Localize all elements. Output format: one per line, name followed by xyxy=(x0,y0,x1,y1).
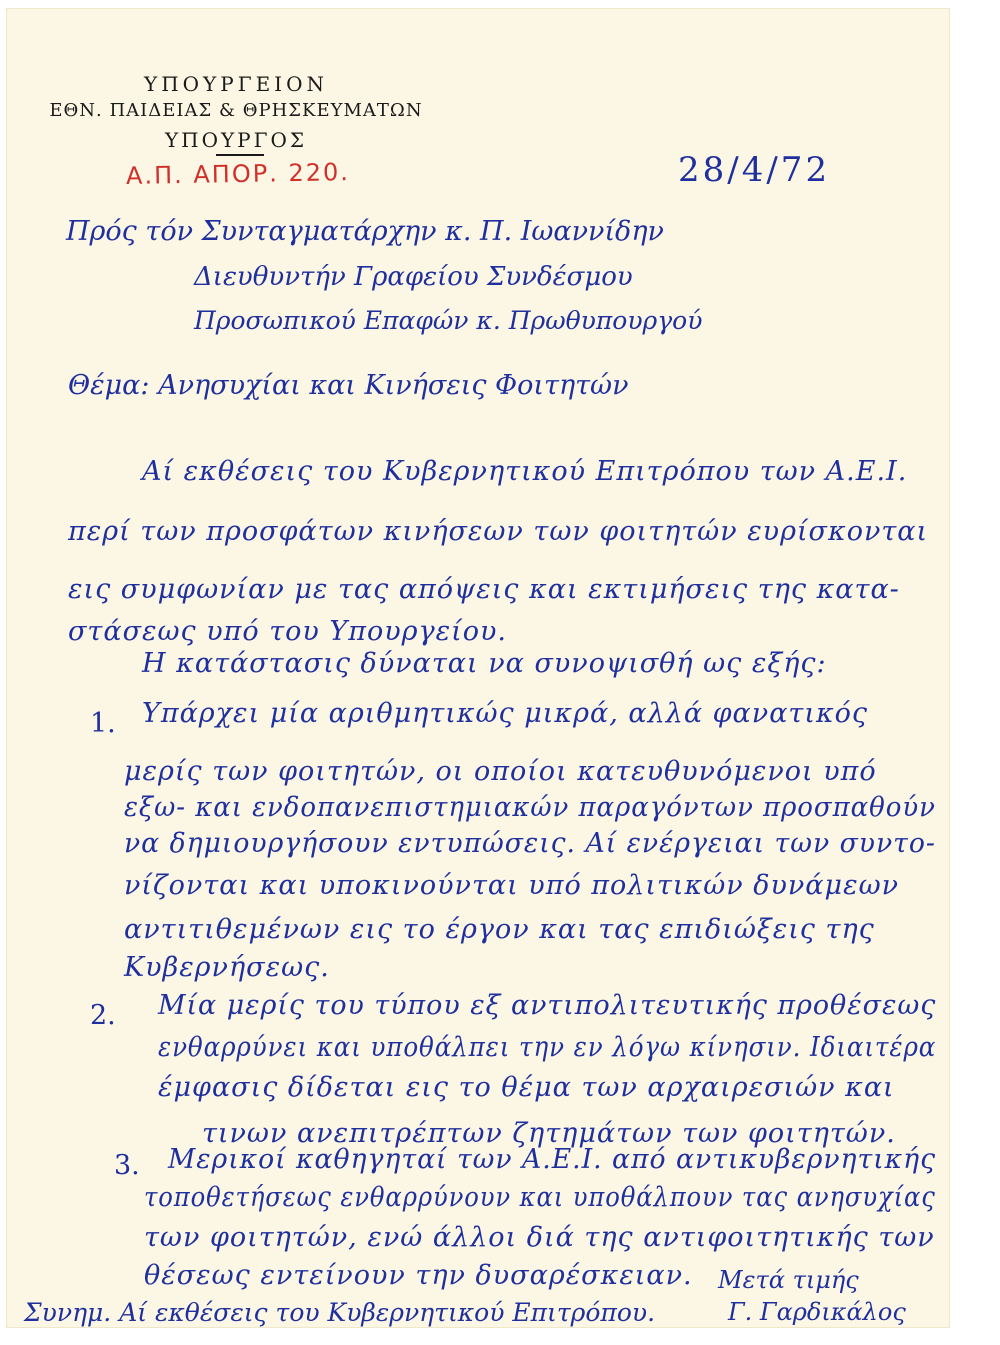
body-line: Αί εκθέσεις του Κυβερνητικού Επιτρόπου των Α.Ε.Ι. xyxy=(142,456,908,487)
signature: Γ. Γαρδικάλος xyxy=(728,1298,906,1326)
item-line: αντιτιθεμένων εις το έργον και τας επιδιώξεις της xyxy=(124,914,875,945)
closing-salutation: Μετά τιμής xyxy=(718,1266,859,1294)
letterhead-department: ΕΘΝ. ΠΑΙΔΕΙΑΣ & ΘΡΗΣΚΕΥΜΑΤΩΝ xyxy=(49,100,423,121)
item-line: Μία μερίς του τύπου εξ αντιπολιτευτικής προθέσεως xyxy=(158,990,937,1021)
item-line: νίζονται και υποκινούνται υπό πολιτικών δυνάμεων xyxy=(124,870,900,901)
body-line: περί των προσφάτων κινήσεων των φοιτητών ευρίσκονται xyxy=(68,516,929,547)
letterhead-minister: ΥΠΟΥΡΓΟΣ xyxy=(164,128,308,152)
body-line: εις συμφωνίαν με τας απόψεις και εκτιμήσεις της κατα- xyxy=(68,574,900,605)
body-line: στάσεως υπό του Υπουργείου. xyxy=(68,616,508,647)
item-number: 2. xyxy=(90,1000,116,1031)
body-line: Η κατάστασις δύναται να συνοψισθή ως εξής: xyxy=(142,648,827,679)
item-line: των φοιτητών, ενώ άλλοι διά της αντιφοιτητικής των xyxy=(144,1222,935,1253)
letter-sheet xyxy=(6,8,950,1328)
item-line: Υπάρχει μία αριθμητικώς μικρά, αλλά φανατικός xyxy=(142,698,869,729)
protocol-number-stamp: Α.Π. ΑΠΟΡ. 220. xyxy=(125,158,351,190)
enclosure-note: Συνημ. Αί εκθέσεις του Κυβερνητικού Επιτρόπου. xyxy=(24,1298,656,1327)
item-line: έμφασις δίδεται εις το θέμα των αρχαιρεσιών και xyxy=(158,1072,895,1103)
item-line: τοποθετήσεως ενθαρρύνουν και υποθάλπουν τας ανησυχίας xyxy=(144,1182,936,1213)
letter-date: 28/4/72 xyxy=(678,150,831,190)
recipient-line: Πρός τόν Συνταγματάρχην κ. Π. Ιωαννίδην xyxy=(66,216,664,247)
item-line: ενθαρρύνει και υποθάλπει την εν λόγω κίνησιν. Ιδιαιτέρα xyxy=(158,1032,937,1063)
item-line: Μερικοί καθηγηταί των Α.Ε.Ι. από αντικυβερνητικής xyxy=(168,1144,936,1175)
item-line: θέσεως εντείνουν την δυσαρέσκειαν. xyxy=(144,1260,693,1291)
item-line: να δημιουργήσουν εντυπώσεις. Αί ενέργειαι των συντο- xyxy=(124,828,936,859)
recipient-line: Προσωπικού Επαφών κ. Πρωθυπουργού xyxy=(194,306,703,335)
recipient-line: Διευθυντήν Γραφείου Συνδέσμου xyxy=(194,262,633,292)
letterhead-ministry: ΥΠΟΥΡΓΕΙΟΝ xyxy=(144,72,328,96)
letterhead-underline xyxy=(216,154,264,156)
subject-line: Θέμα: Ανησυχίαι και Κινήσεις Φοιτητών xyxy=(68,370,629,401)
item-number: 1. xyxy=(90,708,116,739)
item-number: 3. xyxy=(114,1150,140,1181)
item-line: τινων ανεπιτρέπτων ζητημάτων των φοιτητών. xyxy=(202,1118,896,1149)
item-line: μερίς των φοιτητών, οι οποίοι κατευθυνόμενοι υπό xyxy=(124,756,877,787)
item-line: Κυβερνήσεως. xyxy=(124,952,330,983)
item-line: εξω- και ενδοπανεπιστημιακών παραγόντων προσπαθούν xyxy=(124,792,936,823)
